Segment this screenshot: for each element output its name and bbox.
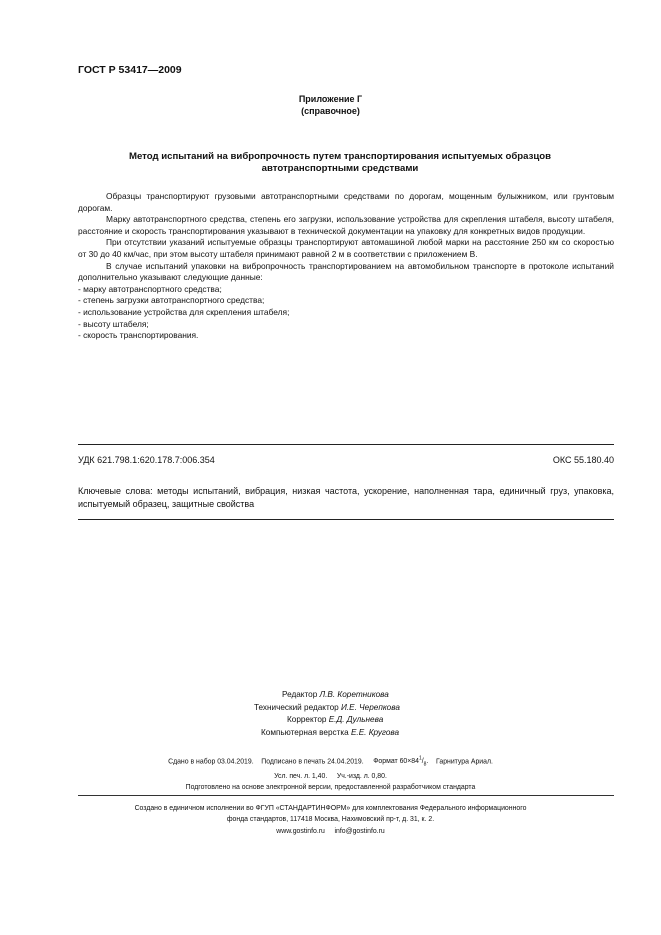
paragraph: В случае испытаний упаковки на вибропрочность транспортированием на автомобильном транспорте в протоколе испытаний дополнительно указывают следующие данные: (78, 260, 614, 283)
credit-role: Корректор (287, 715, 327, 725)
imprint-line-2 (0, 771, 661, 782)
credit-editor (254, 689, 400, 702)
list-item: - высоту штабеля; (78, 318, 149, 329)
list-item: - использование устройства для скрепления штабеля; (78, 306, 290, 317)
standard-number: ГОСТ Р 53417—2009 (78, 64, 182, 76)
credit-role: Технический редактор (254, 702, 339, 712)
credit-tech-editor (254, 702, 400, 715)
imprint-sent: Сдано в набор 03.04.2019. (168, 758, 254, 766)
credit-name: И.Е. Черепкова (341, 702, 400, 712)
credits (254, 689, 400, 739)
imprint-print-sheets: Усл. печ. л. 1,40. (274, 773, 328, 781)
appendix-type: (справочное) (301, 106, 360, 116)
imprint (0, 754, 661, 794)
top-divider (78, 444, 614, 445)
imprint-format: Формат $60\times 84^1/_8$. (373, 756, 429, 768)
appendix-label: Приложение Г (298, 94, 363, 104)
imprint-font: Гарнитура Ариал. (436, 758, 493, 766)
imprint-signed: Подписано в печать 24.04.2019. (261, 758, 364, 766)
publisher-website: www.gostinfo.ru (276, 827, 325, 835)
publisher-contacts (0, 826, 661, 837)
publisher-divider (78, 795, 614, 796)
credit-name: Л.В. Коретникова (319, 690, 389, 699)
udk-code: УДК 621.798.1:620.178.7:006.354 (78, 455, 215, 465)
list-item: - скорость транспортирования. (78, 330, 199, 341)
credit-role: Редактор (282, 690, 318, 699)
data-list (78, 284, 614, 342)
imprint-pub-sheets: Уч.-изд. л. 0,80. (336, 773, 387, 781)
paragraph: При отсутствии указаний испытуемые образцы транспортируют автомашиной любой марки на расстояние 250 км со скоростью от 30 до 40 км/час, при этом высоту штабеля принимают равной 2 м в соответствии с приложением В. (78, 237, 614, 259)
section-title-line-1: Метод испытаний на вибропрочность путем транспортирования испытуемых образцов (128, 151, 552, 162)
publisher-email: info@gostinfo.ru (334, 827, 385, 835)
credit-proofreader (254, 714, 400, 727)
list-item: - марку автотранспортного средства; (78, 283, 222, 294)
publisher-line-1: Создано в единичном исполнении во ФГУП «СТАНДАРТИНФОРМ» для комплектования Федерального информационного (134, 805, 527, 812)
imprint-line-1 (0, 754, 661, 771)
oks-code: ОКС 55.180.40 (552, 455, 614, 465)
credit-name: Е.Д. Дульнева (328, 715, 384, 725)
credit-role: Компьютерная верстка (261, 727, 349, 737)
bottom-divider (78, 519, 614, 520)
credit-name: Е.Е. Кругова (350, 727, 400, 737)
keywords: Ключевые слова: методы испытаний, вибрация, низкая частота, ускорение, наполненная тара, единичный груз, упаковка, испытуемый образец, защитные свойства (78, 486, 614, 509)
paragraph: Марку автотранспортного средства, степень его загрузки, использование устройства для скрепления штабеля, высоту штабеля, расстояние и скорость транспортирования указывают в технической документации на упаковку для конкретных видов продукции. (78, 214, 614, 236)
publisher-info (0, 803, 661, 837)
credit-layout (254, 727, 400, 740)
publisher-line-2: фонда стандартов, 117418 Москва, Нахимовский пр-т, д. 31, к. 2. (226, 816, 435, 824)
list-item: - степень загрузки автотранспортного средства; (78, 295, 265, 306)
body-text (78, 191, 614, 342)
paragraph: Образцы транспортируют грузовыми автотранспортными средствами по дорогам, мощенным булыжником, или грунтовым дорогам. (78, 191, 614, 213)
section-title-line-2: автотранспортными средствами (261, 163, 419, 174)
section-title (70, 151, 610, 175)
imprint-prepared: Подготовлено на основе электронной версии, предоставленной разработчиком стандарта (185, 784, 476, 792)
